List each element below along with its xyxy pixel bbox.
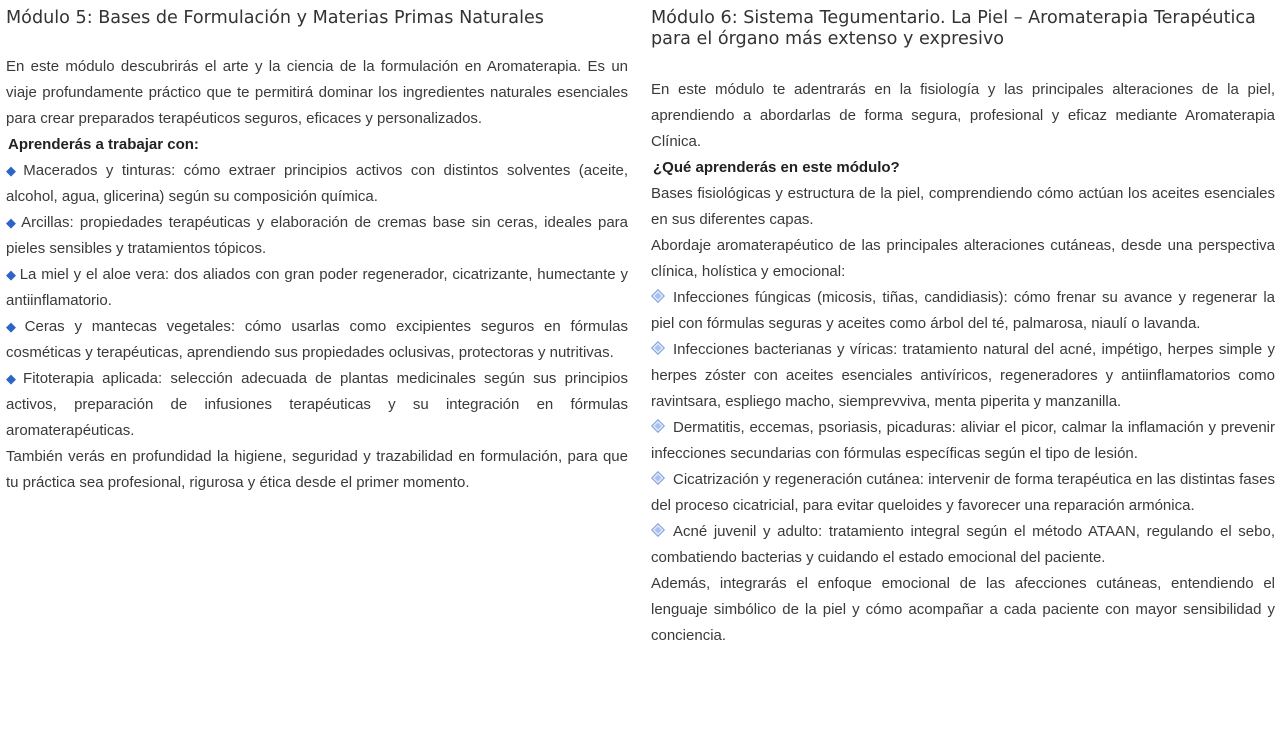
module-6-list-item: [651, 415, 1275, 467]
diamond-with-dot-icon: [651, 523, 665, 537]
module-5-title: Módulo 5: Bases de Formulación y Materias Primas Naturales: [6, 8, 544, 28]
module-5-subheading: Aprenderás a trabajar con:: [8, 136, 199, 153]
list-item-text: La miel y el aloe vera: dos aliados con gran poder regenerador, cicatrizante, humectante y antiinflamatorio.: [6, 266, 628, 309]
blue-diamond-icon: ◆: [6, 319, 22, 334]
diamond-with-dot-icon: [651, 419, 665, 433]
module-6-body: [651, 77, 1275, 649]
module-5-closing: También verás en profundidad la higiene, seguridad y trazabilidad en formulación, para que tu práctica sea profesional, rigurosa y ética desde el primer momento.: [6, 448, 628, 491]
list-item-text: Cicatrización y regeneración cutánea: intervenir de forma terapéutica en las distintas fases del proceso cicatricial, para evitar queloides y favorecer una reparación armónica.: [651, 471, 1275, 514]
module-5-list-item: [6, 262, 628, 314]
module-5-body: [6, 54, 628, 496]
module-5-column: [6, 8, 628, 496]
module-5-intro: En este módulo descubrirás el arte y la ciencia de la formulación en Aromaterapia. Es un viaje profundamente práctico que te permitirá dominar los ingredientes naturales esenciales para crear preparados terapéuticos seguros, eficaces y personalizados.: [6, 58, 628, 127]
module-6-list-item: [651, 519, 1275, 571]
list-item-text: Infecciones fúngicas (micosis, tiñas, candidiasis): cómo frenar su avance y regenerar la piel con fórmulas seguras y aceites como árbol del té, palmarosa, niaulí o lavanda.: [651, 289, 1275, 332]
module-5-list-item: [6, 158, 628, 210]
list-item-text: Fitoterapia aplicada: selección adecuada de plantas medicinales según sus principios activos, preparación de infusiones terapéuticas y su integración en fórmulas aromaterapéuticas.: [6, 370, 628, 439]
module-6-list-item: [651, 285, 1275, 337]
module-6-list-item: [651, 337, 1275, 415]
blue-diamond-icon: ◆: [6, 163, 21, 178]
module-6-list-item: [651, 467, 1275, 519]
list-item-text: Arcillas: propiedades terapéuticas y elaboración de cremas base sin ceras, ideales para pieles sensibles y tratamientos tópicos.: [6, 214, 629, 257]
list-item-text: Macerados y tinturas: cómo extraer principios activos con distintos solventes (aceite, alcohol, agua, glicerina) según su composición química.: [6, 162, 628, 205]
list-item-text: Dermatitis, eccemas, psoriasis, picaduras: aliviar el picor, calmar la inflamación y prevenir infecciones secundarias con fórmulas específicas según el tipo de lesión.: [651, 419, 1275, 462]
module-6-intro: En este módulo te adentrarás en la fisiología y las principales alteraciones de la piel, aprendiendo a abordarlas de forma segura, profesional y eficaz mediante Aromaterapia Clínica.: [651, 81, 1275, 150]
list-item-text: Acné juvenil y adulto: tratamiento integral según el método ATAAN, regulando el sebo, combatiendo bacterias y cuidando el estado emocional del paciente.: [651, 523, 1275, 566]
module-6-subheading: ¿Qué aprenderás en este módulo?: [653, 159, 900, 176]
blue-diamond-icon: ◆: [6, 371, 21, 386]
module-5-list-item: [6, 314, 628, 366]
module-5-list-item: [6, 366, 628, 444]
module-6-paragraph: Abordaje aromaterapéutico de las principales alteraciones cutáneas, desde una perspectiva clínica, holística y emocional:: [651, 237, 1275, 280]
list-item-text: Infecciones bacterianas y víricas: tratamiento natural del acné, impétigo, herpes simple y herpes zóster con aceites esenciales antivíricos, regeneradores y antiinflamatorios como ravintsara, espliego macho, siemprevviva, menta piperita y manzanilla.: [651, 341, 1275, 410]
module-5-list-item: [6, 210, 628, 262]
diamond-with-dot-icon: [651, 471, 665, 485]
module-6-column: [651, 8, 1275, 649]
blue-diamond-icon: ◆: [6, 215, 19, 230]
module-6-paragraph: Bases fisiológicas y estructura de la piel, comprendiendo cómo actúan los aceites esenciales en sus diferentes capas.: [651, 185, 1275, 228]
module-6-title: Módulo 6: Sistema Tegumentario. La Piel – Aromaterapia Terapéutica para el órgano más extenso y expresivo: [651, 8, 1256, 49]
diamond-with-dot-icon: [651, 289, 665, 303]
diamond-with-dot-icon: [651, 341, 665, 355]
list-item-text: Ceras y mantecas vegetales: cómo usarlas como excipientes seguros en fórmulas cosméticas y terapéuticas, aprendiendo sus propiedades oclusivas, protectoras y nutritivas.: [6, 318, 629, 361]
blue-diamond-icon: ◆: [6, 267, 17, 282]
module-6-closing: Además, integrarás el enfoque emocional de las afecciones cutáneas, entendiendo el lenguaje simbólico de la piel y cómo acompañar a cada paciente con mayor sensibilidad y conciencia.: [651, 575, 1275, 644]
